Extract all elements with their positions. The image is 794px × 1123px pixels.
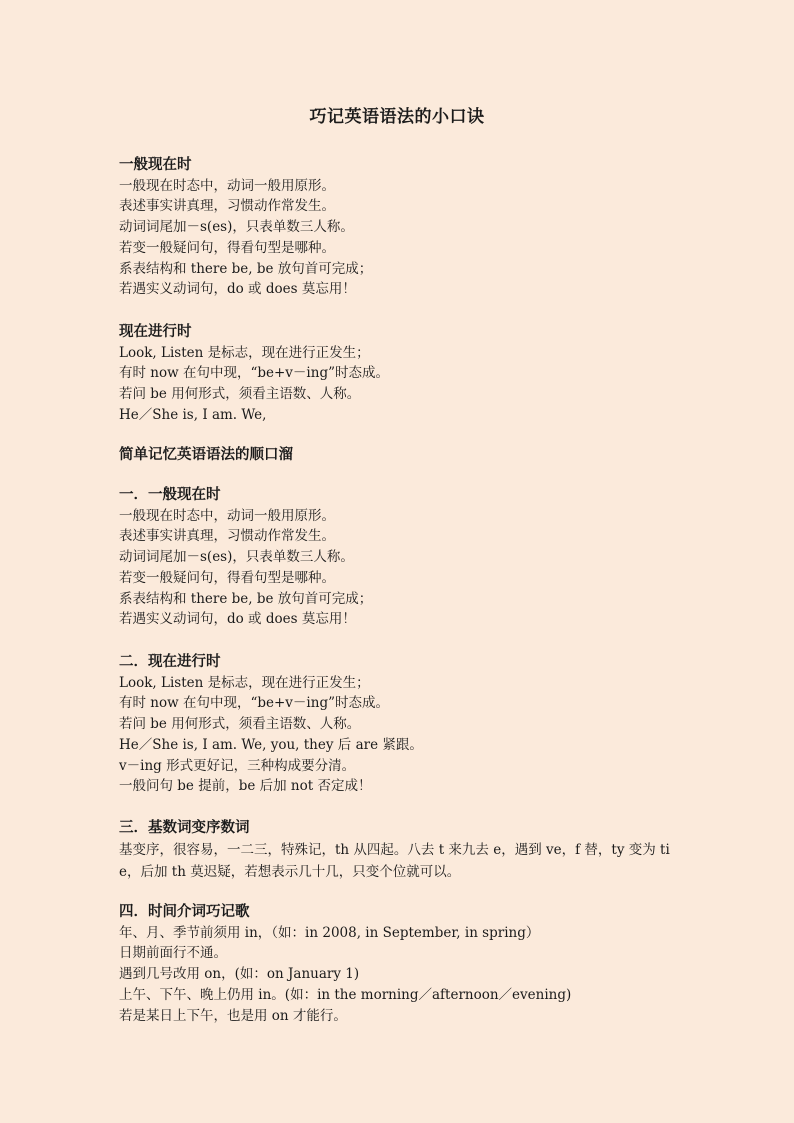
- text-line: 一般现在时态中，动词一般用原形。: [119, 177, 335, 194]
- section-present-progressive: [119, 322, 719, 426]
- text-line: v－ing 形式更好记，三种构成要分清。: [119, 757, 356, 774]
- section-three-ordinal-numbers: [119, 818, 719, 883]
- section-one-simple-present: [119, 485, 719, 630]
- text-line: 表述事实讲真理，习惯动作常发生。: [119, 198, 335, 215]
- section-four-time-prepositions: [119, 902, 719, 1026]
- text-line: 年、月、季节前须用 in，（如：in 2008, in September, in spring）: [119, 924, 540, 941]
- text-line: 若问 be 用何形式，须看主语数、人称。: [119, 386, 361, 403]
- text-line: 若是某日上下午，也是用 on 才能行。: [119, 1007, 347, 1024]
- text-line: 表述事实讲真理，习惯动作常发生。: [119, 528, 335, 545]
- text-line: 系表结构和 there be, be 放句首可完成；: [119, 260, 373, 277]
- text-line: Look, Listen 是标志，现在进行正发生；: [119, 674, 370, 691]
- text-line: 动词词尾加－s(es)，只表单数三人称。: [119, 549, 354, 566]
- text-line: He／She is, I am. We, you, they 后 are 紧跟。: [119, 736, 423, 753]
- section-heading: 简单记忆英语语法的顺口溜: [119, 446, 293, 463]
- section-heading: 一般现在时: [119, 156, 192, 173]
- section-heading: 现在进行时: [119, 323, 192, 340]
- section-heading: 四．时间介词巧记歌: [119, 903, 250, 920]
- text-line: 若变一般疑问句，得看句型是哪种。: [119, 569, 335, 586]
- text-line: 上午、下午、晚上仍用 in。(如：in the morning／afternoon／evening): [119, 986, 572, 1003]
- text-line: 动词词尾加－s(es)，只表单数三人称。: [119, 219, 354, 236]
- text-line: 系表结构和 there be, be 放句首可完成；: [119, 590, 373, 607]
- section-mnemonic-title: [119, 445, 719, 466]
- text-line: He／She is, I am. We,: [119, 406, 267, 423]
- text-line: 若遇实义动词句，do 或 does 莫忘用！: [119, 281, 356, 298]
- text-line: Look, Listen 是标志，现在进行正发生；: [119, 344, 370, 361]
- section-two-present-progressive: [119, 652, 719, 797]
- text-line: 日期前面行不通。: [119, 945, 227, 962]
- section-heading: 二．现在进行时: [119, 653, 221, 670]
- text-line: 若遇实义动词句，do 或 does 莫忘用！: [119, 611, 356, 628]
- text-line: 一般现在时态中，动词一般用原形。: [119, 507, 335, 524]
- document-title: 巧记英语语法的小口诀: [309, 107, 485, 127]
- section-simple-present: [119, 155, 719, 300]
- text-line: 遇到几号改用 on，(如：on January 1): [119, 966, 360, 983]
- text-line: 有时 now 在句中现，“be+v－ing”时态成。: [119, 365, 389, 382]
- section-heading: 一．一般现在时: [119, 486, 221, 503]
- text-line: 有时 now 在句中现，“be+v－ing”时态成。: [119, 695, 389, 712]
- text-line: 若变一般疑问句，得看句型是哪种。: [119, 239, 335, 256]
- text-line: 一般问句 be 提前，be 后加 not 否定成！: [119, 778, 372, 795]
- paragraph: 基变序，很容易，一二三，特殊记，th 从四起。八去 t 来九去 e，遇到 ve，f 替，ty 变为 tie，后加 th 莫迟疑，若想表示几十几，只变个位就可以。: [119, 841, 670, 880]
- section-heading: 三．基数词变序数词: [119, 819, 250, 836]
- text-line: 若问 be 用何形式，须看主语数、人称。: [119, 716, 361, 733]
